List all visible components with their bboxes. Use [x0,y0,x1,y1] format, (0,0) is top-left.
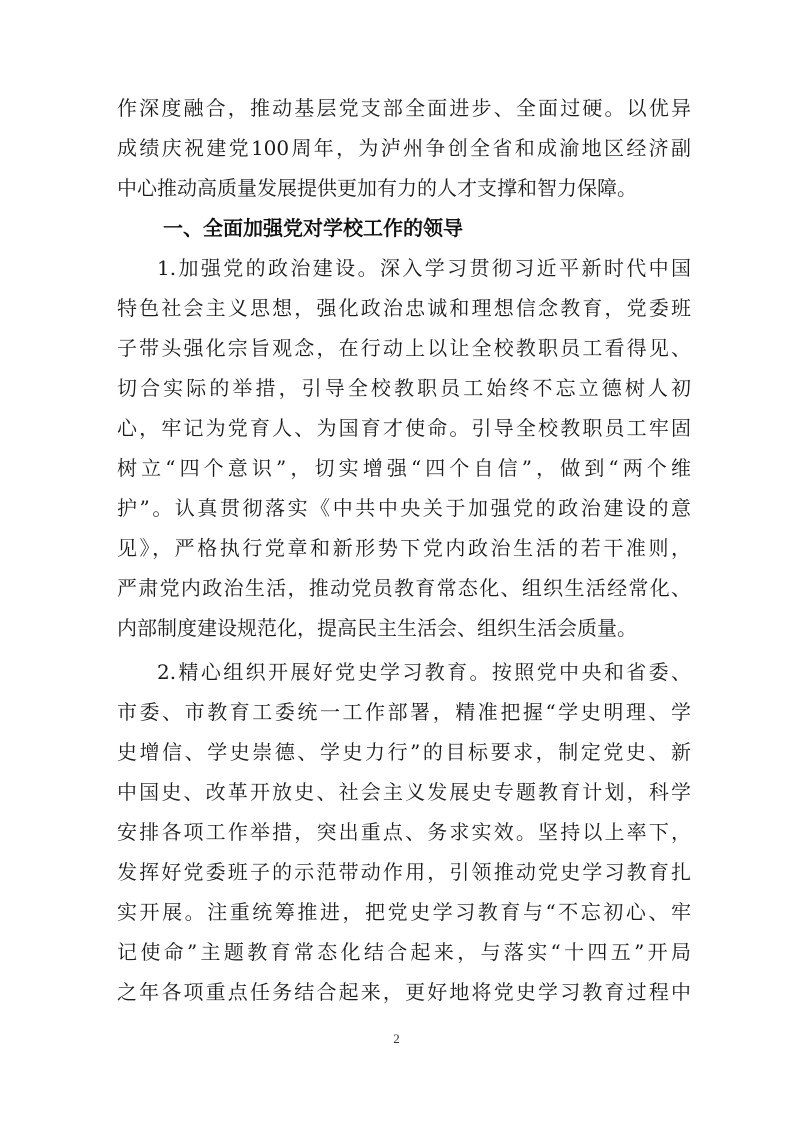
paragraph-2-line: 2.精心组织开展好党史学习教育。按照党中央和省委、 [157,660,691,684]
paragraph-2-line: 安排各项工作举措，突出重点、务求实效。坚持以上率下， [117,820,691,844]
paragraph-1-line: 树立“四个意识”，切实增强“四个自信”，做到“两个维 [117,456,691,480]
body-line: 中心推动高质量发展提供更加有力的人才支撑和智力保障。 [117,176,637,200]
body-line: 作深度融合，推动基层党支部全面进步、全面过硬。以优异 [117,96,691,120]
paragraph-2-line: 之年各项重点任务结合起来，更好地将党史学习教育过程中 [117,980,691,1004]
paragraph-1-line: 切合实际的举措，引导全校教职员工始终不忘立德树人初 [117,376,691,400]
paragraph-1-line: 1.加强党的政治建设。深入学习贯彻习近平新时代中国 [157,256,691,280]
section-heading: 一、全面加强党对学校工作的领导 [163,216,463,240]
paragraph-1-line: 严肃党内政治生活，推动党员教育常态化、组织生活经常化、 [117,576,691,600]
body-line: 成绩庆祝建党100周年，为泸州争创全省和成渝地区经济副 [117,136,691,160]
paragraph-1-line: 内部制度建设规范化，提高民主生活会、组织生活会质量。 [117,616,637,640]
document-body [117,88,691,1012]
paragraph-2-line: 中国史、改革开放史、社会主义发展史专题教育计划，科学 [117,780,691,804]
paragraph-1-line: 心，牢记为党育人、为国育才使命。引导全校教职员工牢固 [117,416,691,440]
paragraph-2-line: 发挥好党委班子的示范带动作用，引领推动党史学习教育扎 [117,860,691,884]
paragraph-1-line: 见》，严格执行党章和新形势下党内政治生活的若干准则， [117,536,691,560]
paragraph-2-line: 实开展。注重统筹推进，把党史学习教育与“不忘初心、牢 [117,900,691,924]
paragraph-2-line: 市委、市教育工委统一工作部署，精准把握“学史明理、学 [117,700,691,724]
paragraph-2-line: 记使命”主题教育常态化结合起来，与落实“十四五”开局 [117,940,691,964]
paragraph-1-line: 护”。认真贯彻落实《中共中央关于加强党的政治建设的意 [117,496,691,520]
paragraph-1-line: 子带头强化宗旨观念，在行动上以让全校教职员工看得见、 [117,336,691,360]
paragraph-2-line: 史增信、学史崇德、学史力行”的目标要求，制定党史、新 [117,740,691,764]
paragraph-1-line: 特色社会主义思想，强化政治忠诚和理想信念教育，党委班 [117,296,691,320]
page-number: 2 [393,1031,400,1046]
